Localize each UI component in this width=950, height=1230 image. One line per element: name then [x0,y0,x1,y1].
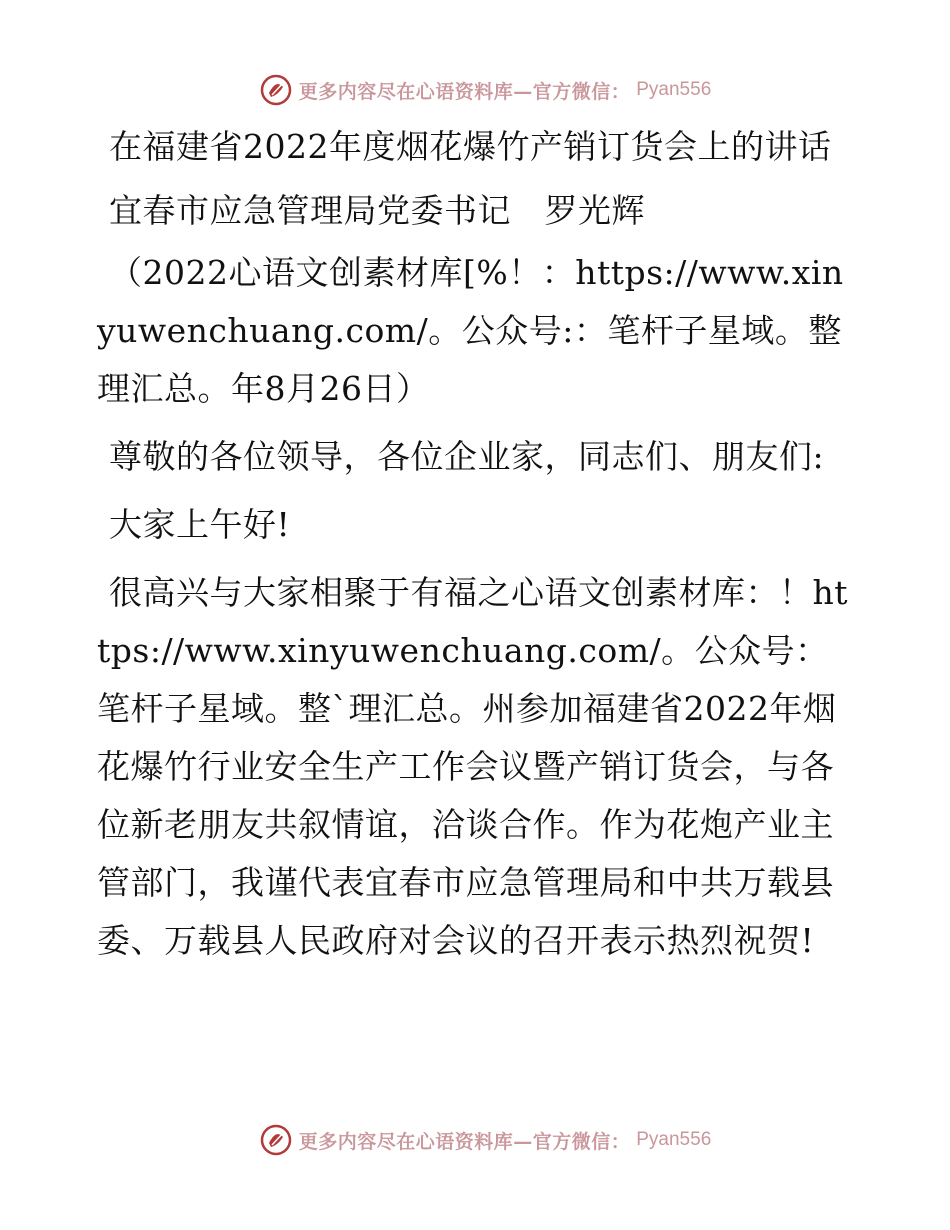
header-banner [0,70,950,110]
document-source: （2022心语文创素材库[%！：https://www.xinyuwenchuang.com/。公众号:：笔杆子星域。整理汇总。年8月26日） [97,253,844,408]
banner-text: 更多内容尽在心语资料库—官方微信： [298,80,631,103]
logo-icon [259,73,293,107]
document-author: 宜春市应急管理局党委书记 罗光辉 [109,191,645,230]
banner-text: 更多内容尽在心语资料库—官方微信： [298,1130,631,1153]
banner-wechat-id: Pyan556 [636,1129,712,1150]
footer-banner [0,1120,950,1160]
salutation: 尊敬的各位领导，各位企业家，同志们、朋友们: [109,437,825,476]
banner-wechat-id: Pyan556 [636,79,712,100]
body-paragraph: 很高兴与大家相聚于有福之心语文创素材库：！https://www.xinyuwenchuang.com/。公众号：笔杆子星域。整`理汇总。州参加福建省2022年烟花爆竹行业安全生产工作会议暨产销订货会，与各位新老朋友共叙情谊，洽谈合作。作为花炮产业主管部门，我谨代表宜春市应急管理局和中共万载县委、万载县人民政府对会议的召开表示热烈祝贺! [97,573,849,960]
greeting: 大家上午好! [109,505,291,544]
logo-icon [259,1123,293,1157]
document-title: 在福建省2022年度烟花爆竹产销订货会上的讲话 [109,127,832,166]
document-body [97,118,857,980]
